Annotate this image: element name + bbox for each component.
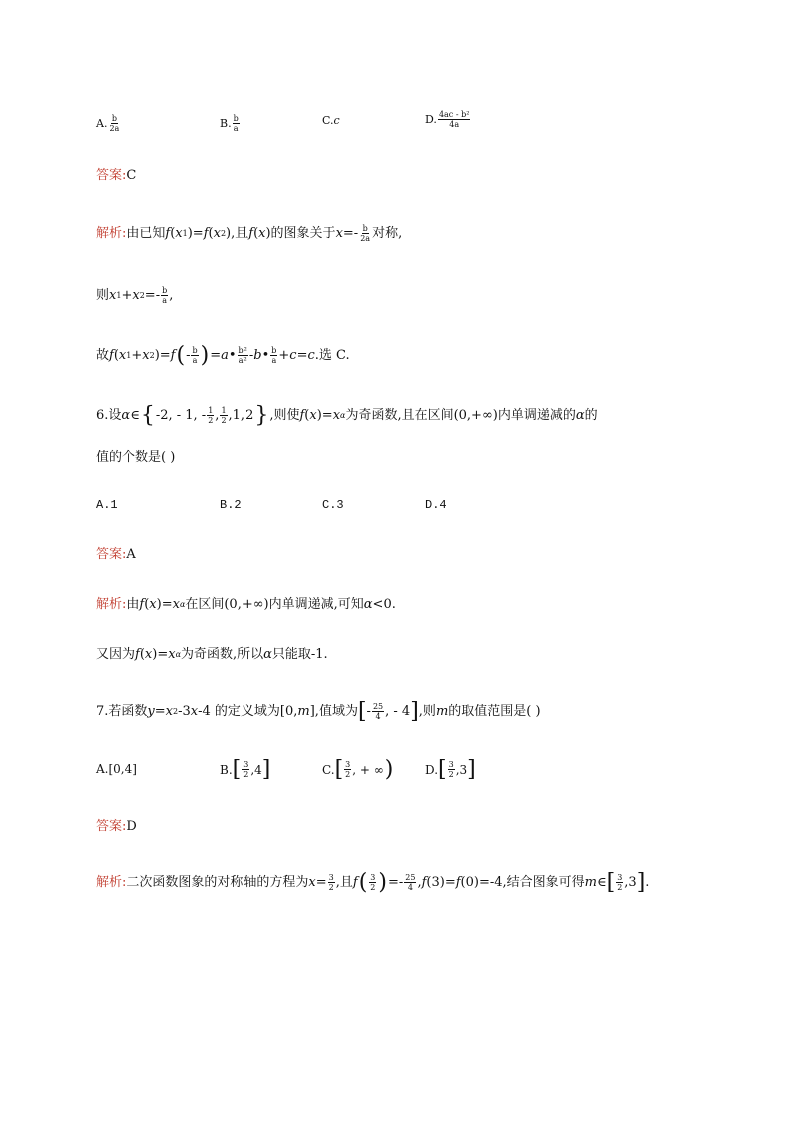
q7-answer: 答案: D [96, 819, 137, 834]
q5-analysis-line1: 解析: 由已知 f ( x 1 )= f ( x 2 ),且 f ( x )的图象关于 x =- $\frac{b}{2a}$ 对称, [96, 224, 403, 243]
q5-option-b: B. $\frac{b}{a}$ [220, 114, 239, 133]
fraction: $\frac{3}{2}$ [617, 873, 623, 892]
q5-option-c: C. c [322, 114, 340, 127]
q7-option-a: A.[0,4] [96, 762, 137, 776]
fraction: $\frac{\text{4ac - b²}}{4a}$ [438, 110, 470, 129]
q6-question-line2: 值的个数是( ) [96, 450, 176, 465]
q7-option-b: B. [ $\frac{3}{2}$ ,4 ] [220, 756, 271, 782]
fraction: $\frac{3}{2}$ [345, 760, 351, 779]
q7-option-d: D. [ $\frac{3}{2}$ ,3 ] [425, 756, 476, 782]
fraction: $\frac{3}{2}$ [370, 873, 376, 892]
q5-answer: 答案: C [96, 168, 137, 183]
q6-question-line1: 6.设 α ∈ { -2, - 1, - $\frac{1}{2}$ , $\frac{1}{2}$ ,1,2 } ,则使 f ( x )= x α 为奇函数,且在区间(0,+∞)内单调递减的 α 的 [96, 402, 598, 428]
fraction: $\frac{1}{2}$ [208, 406, 214, 425]
q6-answer: 答案: A [96, 547, 136, 562]
q5-option-d: D. $\frac{\text{4ac - b²}}{4a}$ [425, 110, 470, 129]
fraction: $\frac{b}{a}$ [192, 346, 198, 365]
q6-option-b: B.2 [220, 498, 242, 512]
q5-option-a: A. $\frac{b}{2a}$ [96, 114, 120, 133]
fraction: $\frac{b}{a}$ [233, 114, 239, 133]
q6-analysis-line1: 解析: 由 f ( x )= x α 在区间(0,+∞)内单调递减,可知 α <0. [96, 597, 396, 612]
q7-option-c: C. [ $\frac{3}{2}$ , + ∞ ) [322, 756, 394, 782]
q5-analysis-line2: 则 x 1 + x 2 =- $\frac{b}{a}$ , [96, 286, 174, 305]
fraction: $\frac{3}{2}$ [448, 760, 454, 779]
q6-option-d: D.4 [425, 498, 447, 512]
q6-option-a: A.1 [96, 498, 118, 512]
fraction: $\frac{\text{b²}}{\text{a²}}$ [238, 346, 247, 365]
fraction: $\frac{b}{a}$ [162, 286, 168, 305]
fraction: $\frac{25}{4}$ [405, 873, 416, 892]
q6-analysis-line2: 又因为 f ( x )= x α 为奇函数,所以 α 只能取-1. [96, 647, 328, 662]
q7-analysis: 解析: 二次函数图象的对称轴的方程为 x = $\frac{3}{2}$ ,且 f ( $\frac{3}{2}$ ) =- $\frac{25}{4}$ , f (3)= f (0)=-4,结合图象可得 m ∈ [ $\frac{3}{2}$ ,3 ] . [96, 869, 650, 895]
q7-question: 7.若函数 y = x 2 -3 x -4 的定义域为[0, m ],值域为 [ - $\frac{25}{4}$ , - 4 ] ,则 m 的取值范围是( ) [96, 698, 541, 724]
q5-analysis-line3: 故 f ( x 1 + x 2 )= f ( - $\frac{b}{a}$ ) = a • $\frac{\text{b²}}{\text{a²}}$ - b • $\frac{b}{a}$ + c = c .选 C. [96, 342, 350, 368]
fraction: $\frac{b}{a}$ [271, 346, 277, 365]
fraction: $\frac{b}{2a}$ [109, 114, 120, 133]
q6-option-c: C.3 [322, 498, 344, 512]
fraction: $\frac{b}{2a}$ [360, 224, 371, 243]
fraction: $\frac{25}{4}$ [372, 702, 384, 721]
fraction: $\frac{1}{2}$ [221, 406, 227, 425]
fraction: $\frac{3}{2}$ [328, 873, 334, 892]
fraction: $\frac{3}{2}$ [243, 760, 249, 779]
